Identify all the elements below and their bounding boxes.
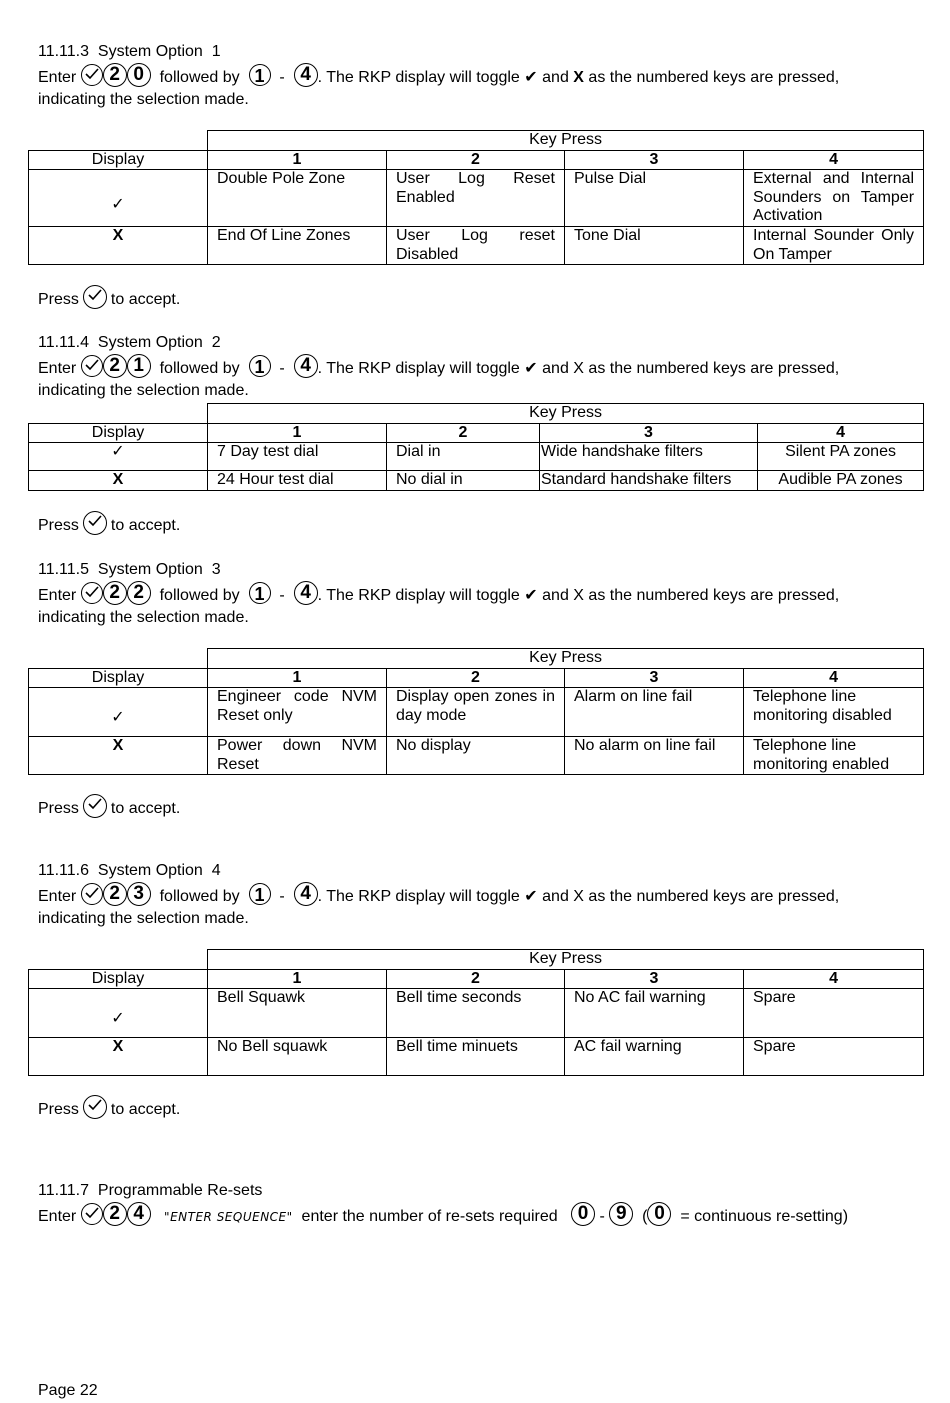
tick-key-icon: [81, 582, 103, 604]
key-press-header: Key Press: [208, 649, 924, 669]
cross-mark: X: [29, 1038, 208, 1076]
table-cell: No dial in: [387, 471, 540, 491]
cross-mark: X: [29, 471, 208, 491]
table-cell: Wide handshake filters: [540, 443, 758, 471]
column-header: 1: [208, 668, 387, 688]
number-key-icon: 2: [127, 581, 151, 605]
options-table: [28, 648, 924, 775]
table-cell: Alarm on line fail: [565, 688, 744, 737]
column-header: 4: [758, 423, 924, 443]
instruction-text: Enter 2 4 "ENTER SEQUENCE" enter the number of re-sets required 0 - 9 ( 0 = continuous re-setting): [38, 1203, 849, 1226]
table-cell: Internal Sounder Only On Tamper: [744, 227, 924, 265]
table-cell: Telephone line monitoring disabled: [744, 688, 924, 737]
column-header: Display: [29, 423, 208, 443]
options-table: [28, 403, 924, 491]
column-header: 2: [387, 668, 565, 688]
tick-key-icon: [83, 794, 107, 818]
table-cell: AC fail warning: [565, 1038, 744, 1076]
column-header: Display: [29, 969, 208, 989]
column-header: 4: [744, 668, 924, 688]
column-header: 4: [744, 969, 924, 989]
table-cell: No AC fail warning: [565, 989, 744, 1038]
column-header: 1: [208, 423, 387, 443]
table-cell: Display open zones in day mode: [387, 688, 565, 737]
cross-mark: X: [29, 737, 208, 775]
number-key-icon: 4: [294, 354, 318, 378]
number-key-icon: 1: [249, 883, 271, 905]
number-key-icon: 4: [294, 581, 318, 605]
table-cell: Spare: [744, 1038, 924, 1076]
table-cell: Dial in: [387, 443, 540, 471]
number-key-icon: 9: [609, 1202, 633, 1226]
table-cell: 7 Day test dial: [208, 443, 387, 471]
column-header: 3: [540, 423, 758, 443]
check-mark-icon: ✓: [29, 443, 208, 471]
table-cell: Telephone line monitoring enabled: [744, 737, 924, 775]
column-header: 3: [565, 150, 744, 170]
instruction-text: Enter 2 1 followed by 1 - 4 . The RKP display will toggle ✔ and X as the numbered keys are pressed, indicating the selection made.: [38, 355, 840, 399]
table-cell: Silent PA zones: [758, 443, 924, 471]
column-header: 3: [565, 969, 744, 989]
key-press-header: Key Press: [208, 404, 924, 424]
number-key-icon: 2: [103, 354, 127, 378]
table-cell: User Log reset Disabled: [387, 227, 565, 265]
number-key-icon: 0: [127, 63, 151, 87]
column-header: 1: [208, 969, 387, 989]
section-heading: 11.11.4 System Option 2: [38, 334, 221, 351]
column-header: Display: [29, 668, 208, 688]
key-press-header: Key Press: [208, 950, 924, 970]
table-cell: Audible PA zones: [758, 471, 924, 491]
table-cell: User Log Reset Enabled: [387, 170, 565, 227]
table-cell: Tone Dial: [565, 227, 744, 265]
column-header: 4: [744, 150, 924, 170]
number-key-icon: 1: [127, 354, 151, 378]
column-header: 2: [387, 969, 565, 989]
table-cell: 24 Hour test dial: [208, 471, 387, 491]
check-mark-icon: ✓: [29, 989, 208, 1038]
tick-key-icon: [81, 1203, 103, 1225]
tick-key-icon: [83, 511, 107, 535]
instruction-text: Enter 2 2 followed by 1 - 4 . The RKP display will toggle ✔ and X as the numbered keys are pressed, indicating the selection made.: [38, 582, 840, 626]
table-cell: Standard handshake filters: [540, 471, 758, 491]
accept-instruction: Press to accept.: [38, 288, 180, 312]
column-header: 3: [565, 668, 744, 688]
column-header: Display: [29, 150, 208, 170]
tick-key-icon: [81, 64, 103, 86]
table-cell: Pulse Dial: [565, 170, 744, 227]
accept-instruction: Press to accept.: [38, 797, 180, 821]
section-heading: 11.11.3 System Option 1: [38, 43, 221, 60]
section-heading: 11.11.6 System Option 4: [38, 862, 221, 879]
table-cell: Bell time minuets: [387, 1038, 565, 1076]
page-number: Page 22: [38, 1382, 98, 1399]
instruction-text: Enter 2 3 followed by 1 - 4 . The RKP display will toggle ✔ and X as the numbered keys are pressed, indicating the selection made.: [38, 883, 840, 927]
tick-key-icon: [83, 1095, 107, 1119]
table-cell: Engineer code NVM Reset only: [208, 688, 387, 737]
section-heading: 11.11.7 Programmable Re-sets: [38, 1182, 263, 1199]
number-key-icon: 2: [103, 63, 127, 87]
number-key-icon: 0: [647, 1202, 671, 1226]
tick-key-icon: [83, 285, 107, 309]
number-key-icon: 0: [571, 1202, 595, 1226]
column-header: 2: [387, 423, 540, 443]
table-cell: Double Pole Zone: [208, 170, 387, 227]
options-table: [28, 949, 924, 1076]
number-key-icon: 3: [127, 882, 151, 906]
number-key-icon: 4: [127, 1202, 151, 1226]
number-key-icon: 1: [249, 355, 271, 377]
table-cell: External and Internal Sounders on Tamper Activation: [744, 170, 924, 227]
check-mark-icon: ✓: [29, 688, 208, 737]
number-key-icon: 4: [294, 882, 318, 906]
column-header: 1: [208, 150, 387, 170]
column-header: 2: [387, 150, 565, 170]
table-cell: Bell time seconds: [387, 989, 565, 1038]
instruction-text: Enter 2 0 followed by 1 - 4 . The RKP display will toggle ✔ and X as the numbered keys are pressed, indicating the selection made.: [38, 64, 840, 108]
table-cell: No display: [387, 737, 565, 775]
table-cell: No Bell squawk: [208, 1038, 387, 1076]
section-heading: 11.11.5 System Option 3: [38, 561, 221, 578]
tick-key-icon: [81, 355, 103, 377]
display-sequence-text: "ENTER SEQUENCE": [164, 1210, 293, 1225]
table-cell: Bell Squawk: [208, 989, 387, 1038]
number-key-icon: 2: [103, 581, 127, 605]
number-key-icon: 2: [103, 1202, 127, 1226]
number-key-icon: 4: [294, 63, 318, 87]
cross-mark: X: [29, 227, 208, 265]
accept-instruction: Press to accept.: [38, 1098, 180, 1122]
table-cell: Power down NVM Reset: [208, 737, 387, 775]
table-cell: Spare: [744, 989, 924, 1038]
check-mark-icon: ✓: [29, 170, 208, 227]
key-press-header: Key Press: [208, 131, 924, 151]
table-cell: No alarm on line fail: [565, 737, 744, 775]
options-table: [28, 130, 924, 265]
tick-key-icon: [81, 883, 103, 905]
number-key-icon: 2: [103, 882, 127, 906]
table-cell: End Of Line Zones: [208, 227, 387, 265]
number-key-icon: 1: [249, 582, 271, 604]
accept-instruction: Press to accept.: [38, 514, 180, 538]
number-key-icon: 1: [249, 64, 271, 86]
